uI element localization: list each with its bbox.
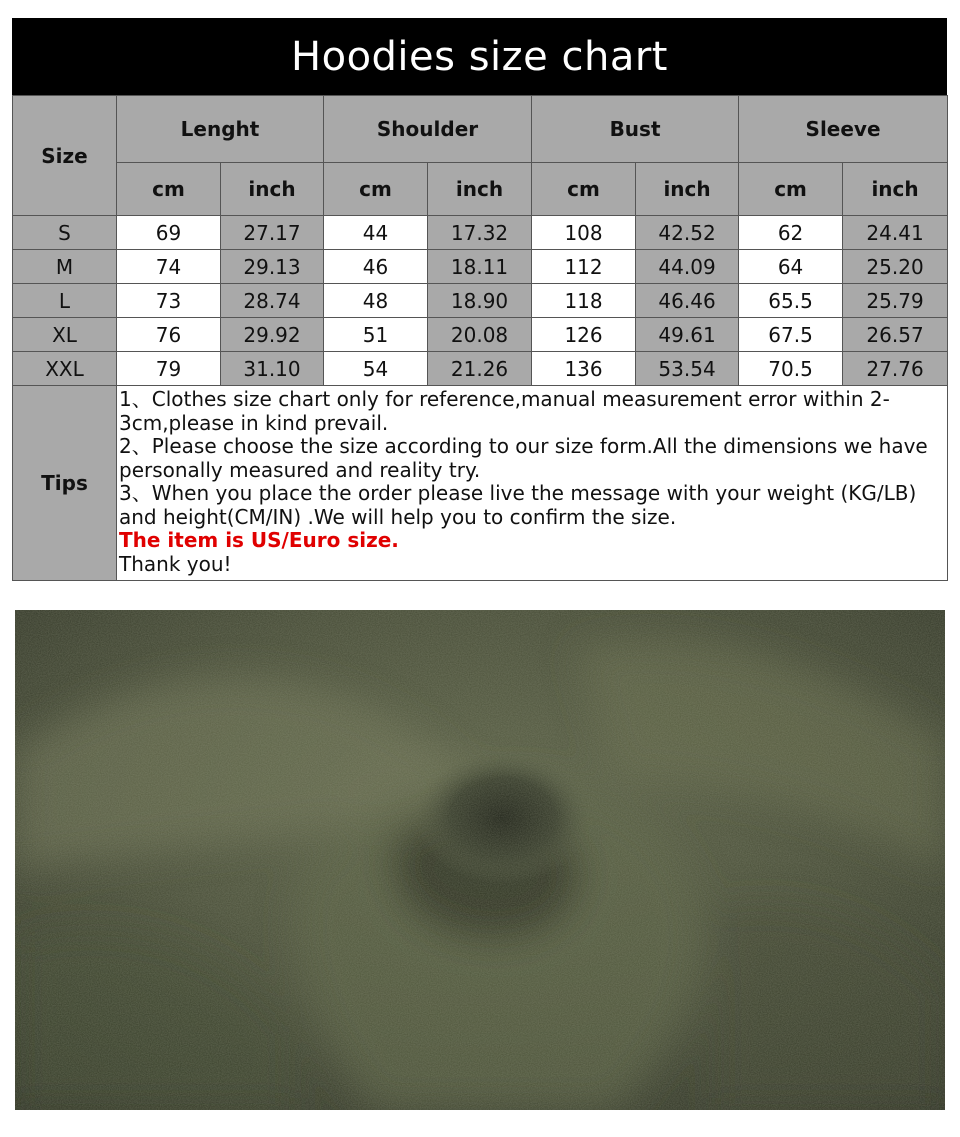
tip-line-2: 2、Please choose the size according to our size form.All the dimensions we have personally measured and reality try. <box>119 434 928 482</box>
cell-sleeve-inch: 25.20 <box>843 250 948 284</box>
size-label: M <box>13 250 117 284</box>
group-header-sleeve: Sleeve <box>739 96 948 163</box>
cell-bust-cm: 126 <box>532 318 636 352</box>
cell-sleeve-cm: 64 <box>739 250 843 284</box>
size-label: L <box>13 284 117 318</box>
tip-line-1: 1、Clothes size chart only for reference,manual measurement error within 2-3cm,please in kind prevail. <box>119 387 890 435</box>
cell-bust-cm: 118 <box>532 284 636 318</box>
cell-length-inch: 29.13 <box>221 250 324 284</box>
cell-length-inch: 31.10 <box>221 352 324 386</box>
unit-inch: inch <box>428 163 532 216</box>
size-table <box>12 95 948 581</box>
cell-sleeve-cm: 62 <box>739 216 843 250</box>
cell-shoulder-cm: 48 <box>324 284 428 318</box>
cell-length-cm: 79 <box>117 352 221 386</box>
table-row <box>13 318 948 352</box>
size-label: XXL <box>13 352 117 386</box>
cell-sleeve-inch: 24.41 <box>843 216 948 250</box>
cell-bust-cm: 108 <box>532 216 636 250</box>
fleece-fabric-photo <box>15 610 945 1110</box>
tip-thanks: Thank you! <box>119 551 232 576</box>
cell-bust-inch: 49.61 <box>636 318 739 352</box>
cell-bust-inch: 53.54 <box>636 352 739 386</box>
cell-shoulder-cm: 51 <box>324 318 428 352</box>
tip-size-note: The item is US/Euro size. <box>119 528 399 552</box>
cell-sleeve-inch: 27.76 <box>843 352 948 386</box>
size-label: XL <box>13 318 117 352</box>
tips-row <box>13 386 948 581</box>
unit-cm: cm <box>739 163 843 216</box>
group-header-shoulder: Shoulder <box>324 96 532 163</box>
header-unit-row <box>13 163 948 216</box>
cell-length-inch: 29.92 <box>221 318 324 352</box>
cell-length-cm: 73 <box>117 284 221 318</box>
cell-bust-inch: 46.46 <box>636 284 739 318</box>
cell-length-cm: 69 <box>117 216 221 250</box>
table-row <box>13 284 948 318</box>
unit-cm: cm <box>117 163 221 216</box>
chart-title: Hoodies size chart <box>12 18 947 95</box>
size-header: Size <box>13 96 117 216</box>
unit-inch: inch <box>636 163 739 216</box>
cell-shoulder-cm: 44 <box>324 216 428 250</box>
cell-shoulder-cm: 46 <box>324 250 428 284</box>
table-row <box>13 216 948 250</box>
cell-shoulder-inch: 18.90 <box>428 284 532 318</box>
cell-sleeve-inch: 25.79 <box>843 284 948 318</box>
cell-sleeve-inch: 26.57 <box>843 318 948 352</box>
cell-bust-inch: 44.09 <box>636 250 739 284</box>
group-header-length: Lenght <box>117 96 324 163</box>
cell-sleeve-cm: 67.5 <box>739 318 843 352</box>
cell-shoulder-cm: 54 <box>324 352 428 386</box>
cell-sleeve-cm: 70.5 <box>739 352 843 386</box>
table-row <box>13 250 948 284</box>
unit-inch: inch <box>221 163 324 216</box>
group-header-bust: Bust <box>532 96 739 163</box>
tip-line-3: 3、When you place the order please live the message with your weight (KG/LB) and height(CM/IN) .We will help you to confirm the size. <box>119 481 917 529</box>
cell-length-cm: 76 <box>117 318 221 352</box>
header-group-row <box>13 96 948 163</box>
cell-length-inch: 28.74 <box>221 284 324 318</box>
cell-shoulder-inch: 20.08 <box>428 318 532 352</box>
cell-bust-inch: 42.52 <box>636 216 739 250</box>
cell-length-inch: 27.17 <box>221 216 324 250</box>
cell-shoulder-inch: 21.26 <box>428 352 532 386</box>
tips-label: Tips <box>13 386 117 581</box>
fabric-texture-image <box>15 610 945 1110</box>
cell-bust-cm: 112 <box>532 250 636 284</box>
cell-length-cm: 74 <box>117 250 221 284</box>
unit-inch: inch <box>843 163 948 216</box>
size-chart <box>12 18 947 581</box>
cell-shoulder-inch: 18.11 <box>428 250 532 284</box>
cell-shoulder-inch: 17.32 <box>428 216 532 250</box>
size-label: S <box>13 216 117 250</box>
tips-content <box>117 386 948 581</box>
table-row <box>13 352 948 386</box>
cell-sleeve-cm: 65.5 <box>739 284 843 318</box>
unit-cm: cm <box>324 163 428 216</box>
unit-cm: cm <box>532 163 636 216</box>
cell-bust-cm: 136 <box>532 352 636 386</box>
